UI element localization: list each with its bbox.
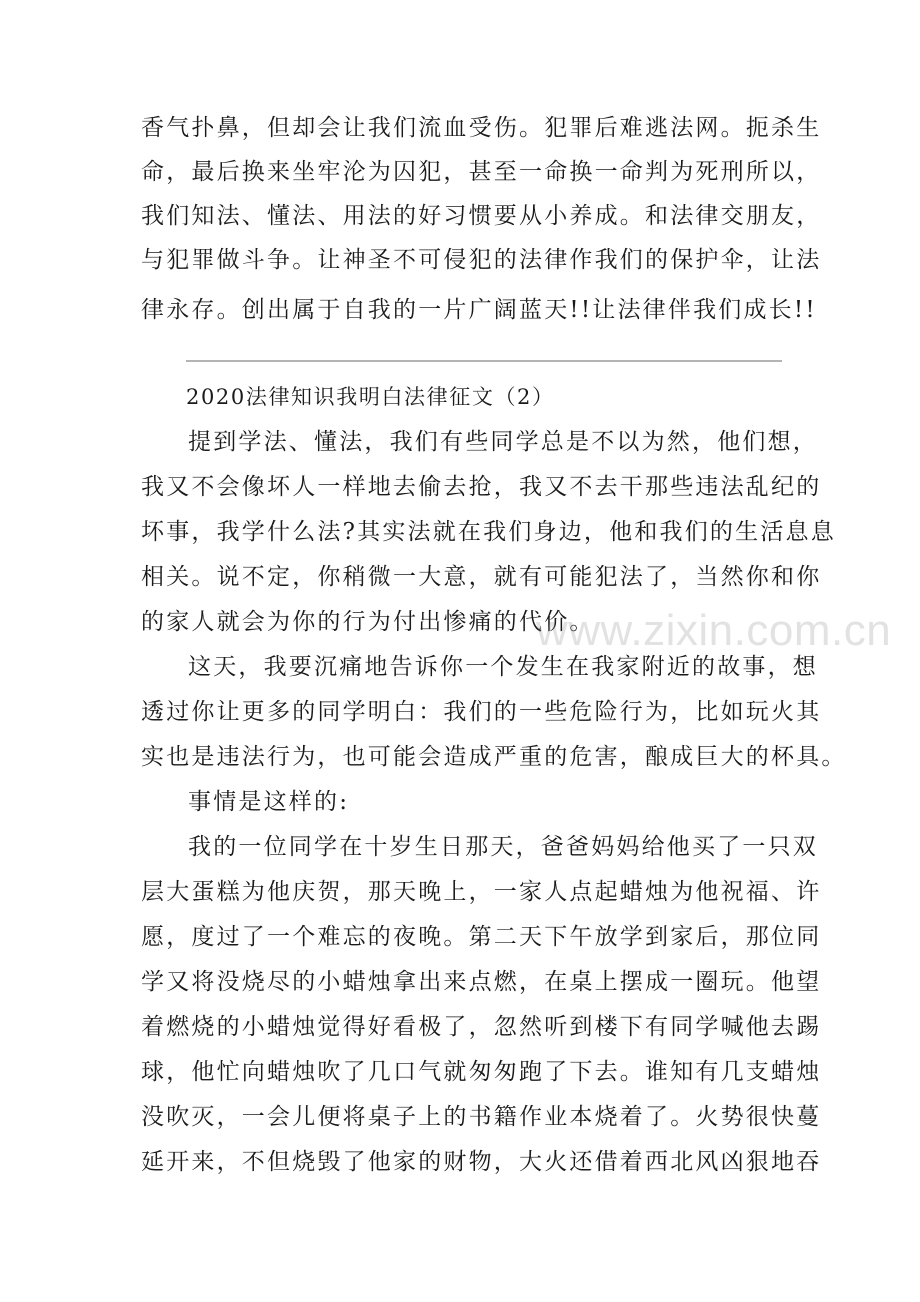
text-line: 提到学法、懂法，我们有些同学总是不以为然，他们想， xyxy=(188,429,818,455)
section-divider xyxy=(186,360,782,362)
text-line: 愿，度过了一个难忘的夜晚。第二天下午放学到家后，那位同 xyxy=(141,924,822,950)
text-line: 坏事，我学什么法?其实法就在我们身边，他和我们的生活息息 xyxy=(141,519,836,545)
text-line: 我们知法、懂法、用法的好习惯要从小养成。和法律交朋友， xyxy=(141,203,822,229)
text-line: 层大蛋糕为他庆贺，那天晚上，一家人点起蜡烛为他祝福、许 xyxy=(141,879,822,905)
text-line: 我又不会像坏人一样地去偷去抢，我又不去干那些违法乱纪的 xyxy=(141,474,822,500)
text-line: 没吹灭，一会儿便将桌子上的书籍作业本烧着了。火势很快蔓 xyxy=(141,1104,822,1130)
watermark: www.zixin.com.cn xyxy=(536,606,892,655)
text-line: 相关。说不定，你稍微一大意，就有可能犯法了，当然你和你 xyxy=(141,564,822,590)
text-line: 与犯罪做斗争。让神圣不可侵犯的法律作我们的保护伞，让法 xyxy=(141,247,822,273)
text-line: 实也是违法行为，也可能会造成严重的危害，酿成巨大的杯具。 xyxy=(141,744,847,770)
text-line: 着燃烧的小蜡烛觉得好看极了，忽然听到楼下有同学喊他去踢 xyxy=(141,1014,822,1040)
text-line: 我的一位同学在十岁生日那天，爸爸妈妈给他买了一只双 xyxy=(188,834,818,860)
text-line: 透过你让更多的同学明白：我们的一些危险行为，比如玩火其 xyxy=(141,699,822,725)
text-line: 延开来，不但烧毁了他家的财物，大火还借着西北风凶狠地吞 xyxy=(141,1149,822,1175)
text-line: 事情是这样的: xyxy=(188,789,350,815)
text-line: 的家人就会为你的行为付出惨痛的代价。 xyxy=(141,609,595,635)
text-line: 命，最后换来坐牢沦为囚犯，甚至一命换一命判为死刑所以， xyxy=(141,159,822,185)
text-line: 学又将没烧尽的小蜡烛拿出来点燃，在桌上摆成一圈玩。他望 xyxy=(141,969,822,995)
text-line: 香气扑鼻，但却会让我们流血受伤。犯罪后难逃法网。扼杀生 xyxy=(141,115,822,141)
text-line: 这天，我要沉痛地告诉你一个发生在我家附近的故事，想 xyxy=(188,654,818,680)
section-title: 2020法律知识我明白法律征文（2） xyxy=(186,385,555,409)
text-line: 律永存。创出属于自我的一片广阔蓝天!!让法律伴我们成长!! xyxy=(141,297,817,323)
text-line: 球，他忙向蜡烛吹了几口气就匆匆跑了下去。谁知有几支蜡烛 xyxy=(141,1059,822,1085)
